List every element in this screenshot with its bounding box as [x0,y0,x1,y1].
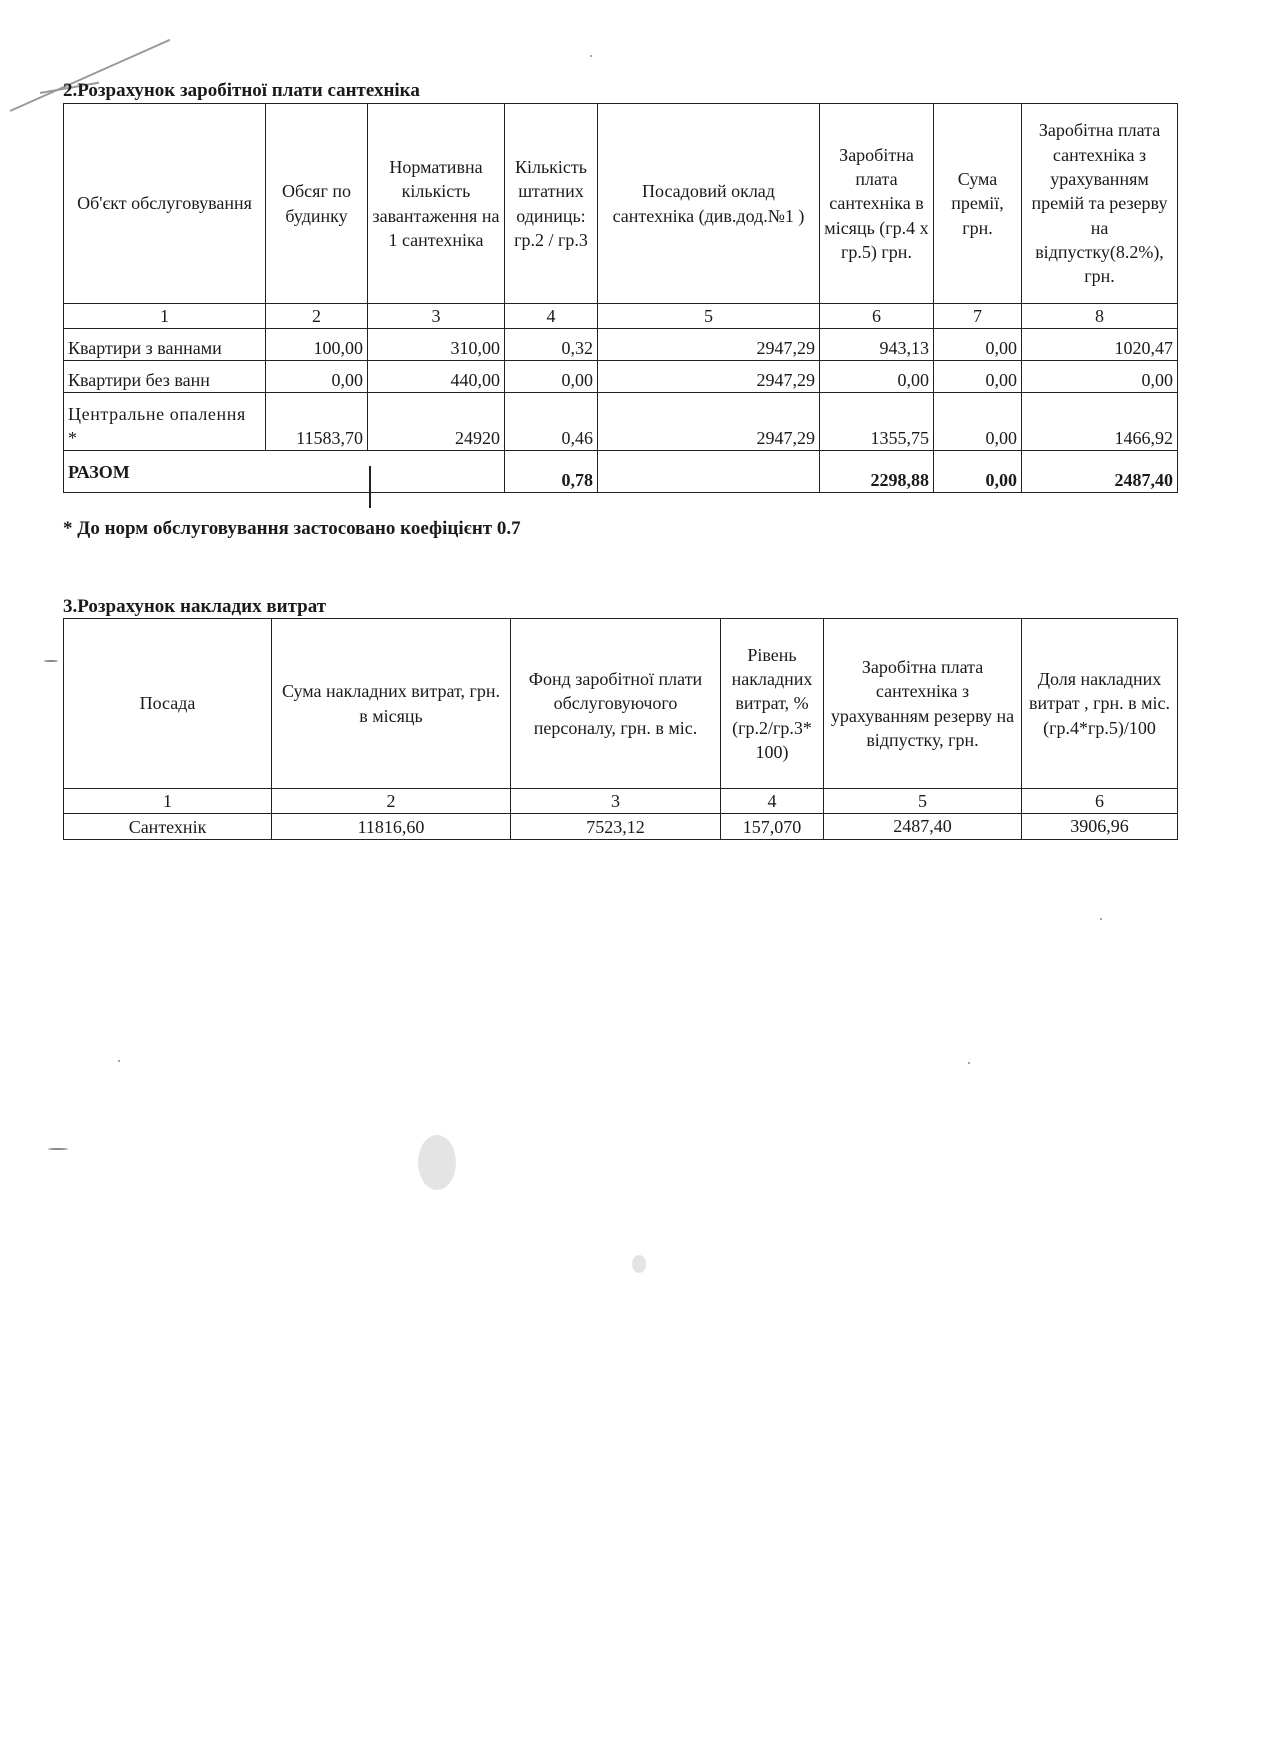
table-cell: 0,46 [505,393,598,451]
table-cell: 1466,92 [1022,393,1178,451]
scan-dot [590,55,592,57]
column-number: 3 [511,789,721,814]
header-cell: Заробітна плата сантехніка в місяць (гр.4 х гр.5) грн. [820,104,934,304]
column-number: 7 [934,304,1022,329]
column-number: 5 [598,304,820,329]
column-number: 5 [824,789,1022,814]
scan-smudge [418,1135,456,1190]
column-number: 6 [1022,789,1178,814]
column-number: 4 [505,304,598,329]
column-number: 2 [272,789,511,814]
row-label: Квартири з ваннами [64,329,266,361]
table-cell: 2947,29 [598,361,820,393]
column-number: 2 [266,304,368,329]
scan-dot [48,1148,68,1150]
table-cell: 7523,12 [511,814,721,840]
table-cell: 0,00 [820,361,934,393]
table-cell: 3906,96 [1022,814,1178,840]
header-cell: Нормативна кількість завантаження на 1 сантехніка [368,104,505,304]
header-cell: Посада [64,619,272,789]
header-cell: Сума премії, грн. [934,104,1022,304]
table-cell: 100,00 [266,329,368,361]
table-cell: 11816,60 [272,814,511,840]
header-cell: Сума накладних витрат, грн. в місяць [272,619,511,789]
total-salary-with-reserve: 2487,40 [1022,451,1178,493]
header-cell: Доля накладних витрат , грн. в міс. (гр.4*гр.5)/100 [1022,619,1178,789]
overhead-table [63,618,1178,840]
row-label-line: Центральне опалення [68,403,246,424]
table-row [64,814,1178,840]
total-units: 0,78 [505,451,598,493]
section-2-title: 2.Розрахунок заробітної плати сантехніка [63,80,420,101]
total-bonus: 0,00 [934,451,1022,493]
table-row [64,393,1178,451]
table-cell: 0,00 [266,361,368,393]
table-cell: 2947,29 [598,329,820,361]
table-cell: 0,00 [505,361,598,393]
header-row [64,104,1178,304]
table-cell: 2947,29 [598,393,820,451]
table-row [64,329,1178,361]
salary-table [63,103,1178,493]
table-cell: 440,00 [368,361,505,393]
table-cell: 0,00 [1022,361,1178,393]
row-label-line: * [68,428,77,448]
column-number: 1 [64,789,272,814]
total-row [64,451,1178,493]
header-cell: Фонд заробітної плати обслуговуючого персоналу, грн. в міс. [511,619,721,789]
header-cell: Заробітна плата сантехніка з урахуванням премій та резерву на відпустку(8.2%), грн. [1022,104,1178,304]
scan-dot [1100,918,1102,920]
column-number: 4 [721,789,824,814]
table-cell: 157,070 [721,814,824,840]
section-3-title: 3.Розрахунок накладих витрат [63,596,327,617]
header-cell: Рівень накладних витрат, % (гр.2/гр.3* 100) [721,619,824,789]
scan-dot [968,1062,970,1064]
table-cell: 24920 [368,393,505,451]
coefficient-note: * До норм обслуговування застосовано коефіцієнт 0.7 [63,518,521,539]
header-cell: Заробітна плата сантехніка з урахуванням резерву на відпустку, грн. [824,619,1022,789]
scan-dot [44,660,58,662]
scan-smudge [632,1255,646,1273]
header-row [64,619,1178,789]
table-cell: 943,13 [820,329,934,361]
header-cell: Кількість штатних одиниць: гр.2 / гр.3 [505,104,598,304]
table-cell: 0,00 [934,361,1022,393]
table-cell: 0,00 [934,329,1022,361]
header-cell: Посадовий оклад сантехніка (див.дод.№1 ) [598,104,820,304]
column-number: 8 [1022,304,1178,329]
table-cell: 2487,40 [824,814,1022,840]
column-number-row [64,304,1178,329]
table-cell: 1355,75 [820,393,934,451]
row-label [64,393,266,451]
total-label: РАЗОМ [64,451,505,493]
total-salary: 2298,88 [820,451,934,493]
header-cell: Обсяг по будинку [266,104,368,304]
column-number-row [64,789,1178,814]
column-number: 3 [368,304,505,329]
row-label: Квартири без ванн [64,361,266,393]
table-cell: 11583,70 [266,393,368,451]
column-number: 6 [820,304,934,329]
table-cell: 310,00 [368,329,505,361]
row-label: Сантехнік [64,814,272,840]
empty-cell [598,451,820,493]
total-row-divider [369,466,371,508]
scan-dot [118,1060,120,1062]
table-cell: 0,00 [934,393,1022,451]
table-cell: 1020,47 [1022,329,1178,361]
table-cell: 0,32 [505,329,598,361]
table-row [64,361,1178,393]
column-number: 1 [64,304,266,329]
header-cell: Об'єкт обслуговування [64,104,266,304]
